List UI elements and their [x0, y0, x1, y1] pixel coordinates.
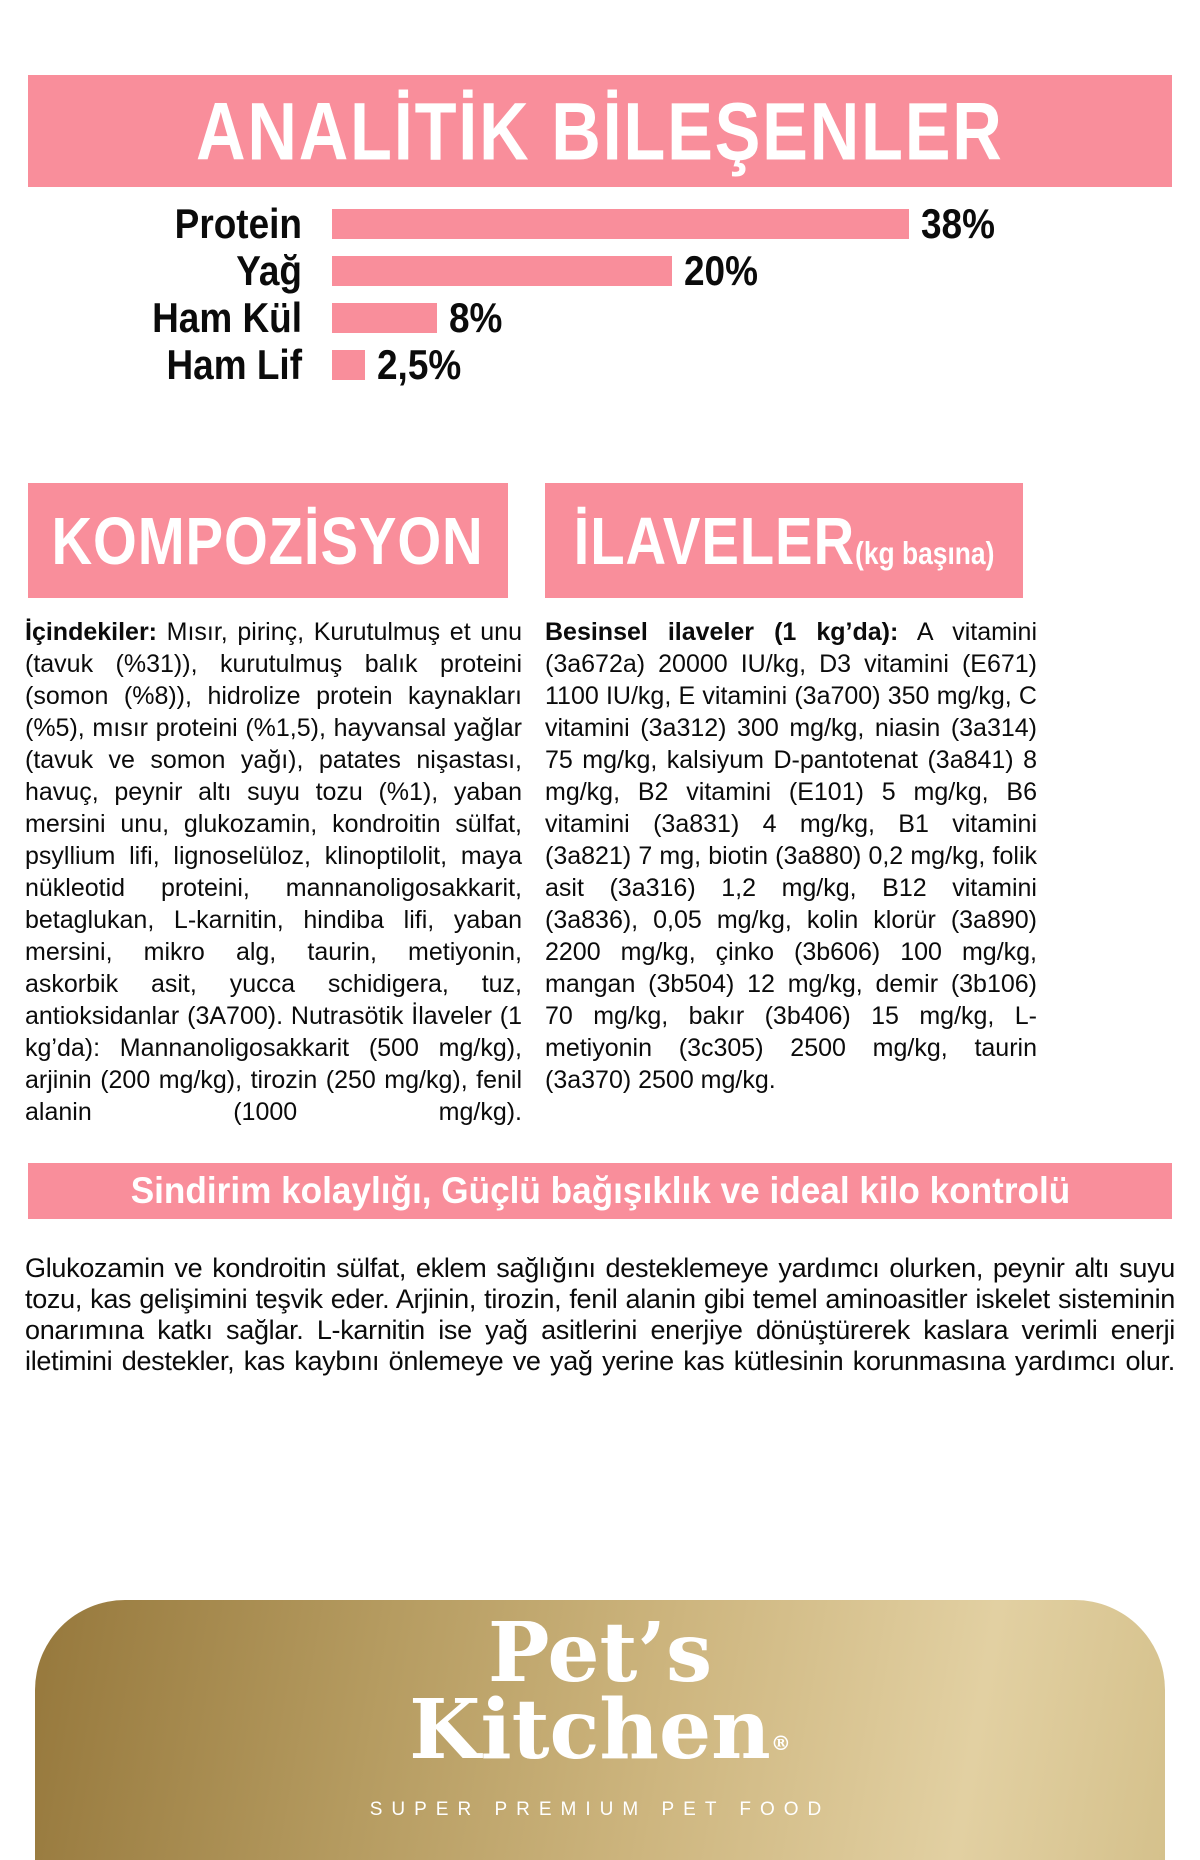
brand-logo [0, 1605, 1200, 1821]
bar-category-label: Ham Lif [166, 340, 302, 388]
brand-name-line1: Pet’s [487, 1605, 713, 1701]
additives-title [574, 502, 995, 580]
benefits-paragraph: Glukozamin ve kondroitin sülfat, eklem sağlığını desteklemeye yardımcı olurken, peynir altı suyu tozu, kas gelişimini teşvik eder. Arjinin, tirozin, fenil alanin gibi temel aminoasitler iskelet sisteminin onarımına katkı sağlar. L-karnitin ise yağ asitlerini enerjiye dönüştürerek kaslara verimli enerji iletimini destekler, kas kaybını önlemeye ve yağ yerine kas kütlesinin korunmasına yardımcı olur. [25, 1253, 1175, 1376]
bar-fill [332, 350, 365, 380]
bar-value-label: 20% [684, 246, 758, 294]
additives-header [545, 483, 1023, 598]
additives-body: A vitamini (3a672a) 20000 IU/kg, D3 vitamini (E671) 1100 IU/kg, E vitamini (3a700) 350 mg/kg, C vitamini (3a312) 300 mg/kg, niasin (3a314) 75 mg/kg, kalsiyum D-pantotenat (3a841) 8 mg/kg, B2 vitamini (E101) 5 mg/kg, B6 vitamini (3a831) 4 mg/kg, B1 vitamini (3a821) 7 mg, biotin (3a880) 0,2 mg/kg, folik asit (3a316) 1,2 mg/kg, B12 vitamini (3a836), 0,05 mg/kg, kolin klorür (3a890) 2200 mg/kg, çinko (3b606) 100 mg/kg, mangan (3b504) 12 mg/kg, demir (3b106) 70 mg/kg, bakır (3b406) 15 mg/kg, L-metiyonin (3c305) 2500 mg/kg, taurin (3a370) 2500 mg/kg. [545, 618, 1037, 1094]
composition-header [28, 483, 508, 598]
bar-row [112, 294, 1005, 341]
additives-title-suffix: (kg başına) [854, 536, 995, 571]
analytic-bar-chart [112, 200, 1005, 388]
bar-row [112, 341, 1005, 388]
registered-mark: ® [770, 1731, 791, 1755]
bar-category-label: Ham Kül [152, 293, 302, 341]
bar-category-label: Protein [174, 199, 302, 247]
additives-paragraph [545, 616, 1037, 1096]
bar-row [112, 200, 1005, 247]
brand-name-line2: Kitchen® [409, 1682, 791, 1778]
bar-value-label: 38% [921, 199, 995, 247]
bar-fill [332, 303, 437, 333]
additives-lead: Besinsel ilaveler (1 kg’da): [545, 618, 899, 646]
brand-tagline: SUPER PREMIUM PET FOOD [369, 1799, 831, 1820]
bar-fill [332, 256, 672, 286]
benefits-banner [28, 1163, 1172, 1219]
page-title: ANALİTİK BİLEŞENLER [196, 84, 1004, 177]
analytic-components-header [28, 75, 1172, 187]
bar-value-label: 8% [449, 293, 503, 341]
bar-category-label: Yağ [236, 246, 302, 294]
bar-fill [332, 209, 909, 239]
additives-title-main: İLAVELER [573, 502, 855, 579]
composition-body: Mısır, pirinç, Kurutulmuş et unu (tavuk (%31)), kurutulmuş balık proteini (somon (%8)), hidrolize protein kaynakları (%5), mısır proteini (%1,5), hayvansal yağlar (tavuk ve somon yağı), patates nişastası, havuç, peynir altı suyu tozu (%1), yaban mersini unu, glukozamin, kondroitin sülfat, psyllium lifi, lignoselüloz, klinoptilolit, maya nükleotid proteini, mannanoligosakkarit, betaglukan, L-karnitin, hindiba lifi, yaban mersini, mikro alg, taurin, metiyonin, askorbik asit, yucca schidigera, tuz, antioksidanlar (3A700). Nutrasötik İlaveler (1 kg’da): Mannanoligosakkarit (500 mg/kg), arjinin (200 mg/kg), tirozin (250 mg/kg), fenil alanin (1000 mg/kg). [25, 618, 522, 1126]
benefits-banner-text: Sindirim kolaylığı, Güçlü bağışıklık ve ideal kilo kontrolü [130, 1170, 1070, 1211]
bar-row [112, 247, 1005, 294]
bar-value-label: 2,5% [377, 340, 462, 388]
composition-title: KOMPOZİSYON [51, 502, 485, 579]
composition-paragraph [25, 616, 522, 1128]
composition-lead: İçindekiler: [25, 618, 157, 646]
